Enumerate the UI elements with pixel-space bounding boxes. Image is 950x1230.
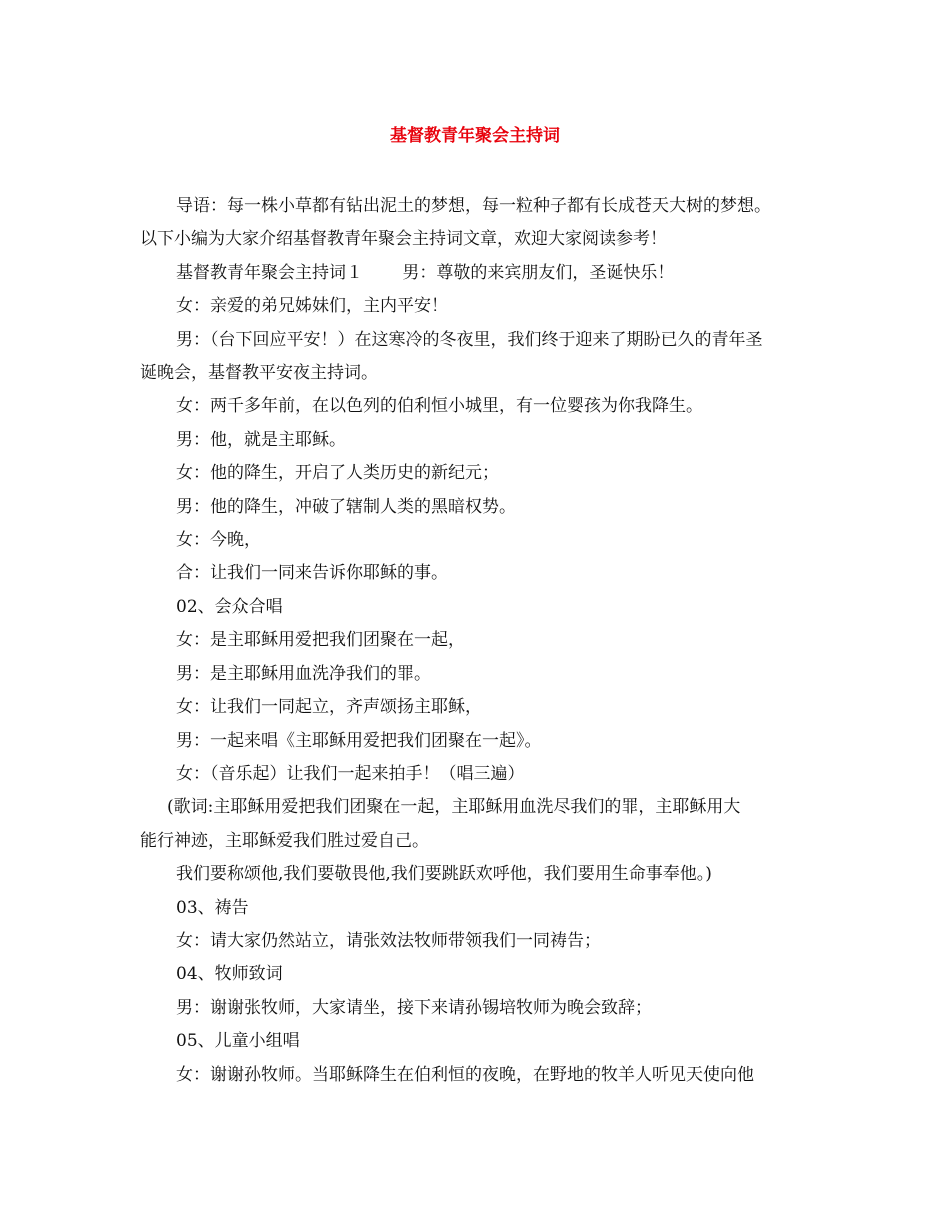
document-title: 基督教青年聚会主持词: [390, 126, 560, 146]
paragraph-line: 女：请大家仍然站立，请张效法牧师带领我们一同祷告；: [176, 930, 601, 951]
paragraph-line: 男：是主耶稣用血洗净我们的罪。: [176, 663, 431, 684]
paragraph-line: 诞晚会，基督教平安夜主持词。: [140, 363, 378, 384]
paragraph-line: 女：他的降生，开启了人类历史的新纪元；: [176, 463, 499, 484]
paragraph-line: 男：（台下回应平安！）在这寒冷的冬夜里，我们终于迎来了期盼已久的青年圣: [176, 329, 763, 350]
paragraph-line: 女：两千多年前，在以色列的伯利恒小城里，有一位婴孩为你我降生。: [176, 396, 703, 417]
paragraph-line: 女：谢谢孙牧师。当耶稣降生在伯利恒的夜晚，在野地的牧羊人听见天使向他: [176, 1064, 754, 1085]
paragraph-line: 男：谢谢张牧师，大家请坐，接下来请孙锡培牧师为晚会致辞；: [176, 997, 652, 1018]
paragraph-line: 以下小编为大家介绍基督教青年聚会主持词文章，欢迎大家阅读参考！: [140, 229, 667, 250]
paragraph-line: 03、祷告: [176, 897, 249, 918]
paragraph-line: 女：让我们一同起立，齐声颂扬主耶稣，: [176, 697, 482, 718]
paragraph-line: 女：（音乐起）让我们一起来拍手！（唱三遍）: [176, 763, 525, 784]
paragraph-line: 02、会众合唱: [176, 596, 283, 617]
paragraph-line: 05、儿童小组唱: [176, 1031, 300, 1052]
paragraph-line: 女：亲爱的弟兄姊妹们，主内平安！: [176, 296, 448, 317]
paragraph-line: (歌词:主耶稣用爱把我们团聚在一起，主耶稣用血洗尽我们的罪，主耶稣用大: [167, 797, 741, 818]
paragraph-line: 我们要称颂他,我们要敬畏他,我们要跳跃欢呼他，我们要用生命事奉他。): [176, 864, 712, 885]
paragraph-line: 男：他，就是主耶稣。: [176, 429, 346, 450]
document-body: [140, 190, 820, 1092]
paragraph-line: 能行神迹，主耶稣爱我们胜过爱自己。: [140, 830, 429, 851]
paragraph-line: 基督教青年聚会主持词１ 男：尊敬的来宾朋友们，圣诞快乐！: [176, 262, 675, 283]
paragraph-line: 04、牧师致词: [176, 964, 283, 985]
paragraph-line: 男：他的降生，冲破了辖制人类的黑暗权势。: [176, 496, 516, 517]
paragraph-line: 男：一起来唱《主耶稣用爱把我们团聚在一起》。: [176, 730, 542, 751]
paragraph-line: 女：今晚，: [176, 530, 261, 551]
paragraph-line: 合：让我们一同来告诉你耶稣的事。: [176, 563, 448, 584]
paragraph-line: 女：是主耶稣用爱把我们团聚在一起，: [176, 630, 465, 651]
paragraph-line: 导语：每一株小草都有钻出泥土的梦想，每一粒种子都有长成苍天大树的梦想。: [176, 196, 771, 216]
